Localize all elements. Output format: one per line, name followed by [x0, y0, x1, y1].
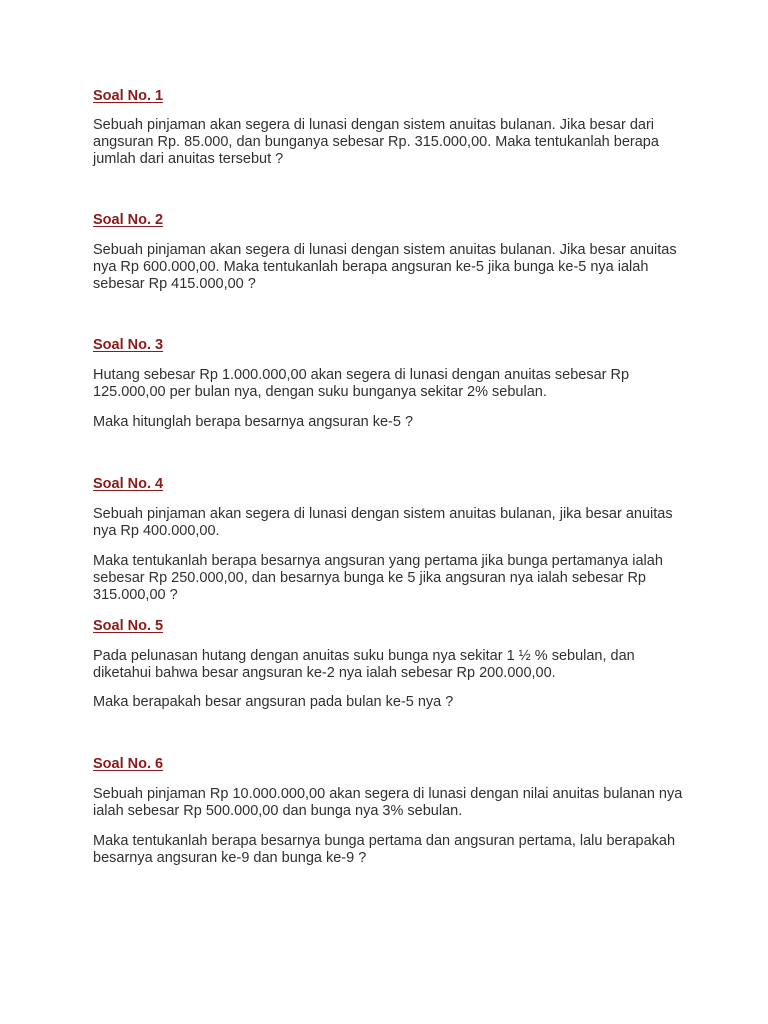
question-3-title: Soal No. 3 — [93, 337, 164, 353]
question-6-title: Soal No. 6 — [93, 756, 164, 772]
question-3-paragraph-2: Maka hitunglah berapa besarnya angsuran ke-5 ? — [93, 414, 414, 430]
question-1-paragraph-1: Sebuah pinjaman akan segera di lunasi dengan sistem anuitas bulanan. Jika besar dari angsuran Rp. 85.000, dan bunganya sebesar Rp. 315.000,00. Maka tentukanlah berapa jumlah dari anuitas tersebut ? — [93, 117, 659, 167]
question-2-paragraph-1: Sebuah pinjaman akan segera di lunasi dengan sistem anuitas bulanan. Jika besar anuitas nya Rp 600.000,00. Maka tentukanlah berapa angsuran ke-5 jika bunga ke-5 nya ialah sebesar Rp 415.000,00 ? — [93, 242, 677, 292]
question-6-paragraph-1: Sebuah pinjaman Rp 10.000.000,00 akan segera di lunasi dengan nilai anuitas bulanan nya ialah sebesar Rp 500.000,00 dan bunga nya 3% sebulan. — [93, 786, 683, 819]
question-1-title: Soal No. 1 — [93, 88, 164, 104]
question-2-title: Soal No. 2 — [93, 212, 164, 228]
question-5-paragraph-1: Pada pelunasan hutang dengan anuitas suku bunga nya sekitar 1 ½ % sebulan, dan diketahui bahwa besar angsuran ke-2 nya ialah sebesar Rp 200.000,00. — [93, 648, 635, 681]
question-5-title: Soal No. 5 — [93, 618, 164, 634]
question-4-paragraph-2: Maka tentukanlah berapa besarnya angsuran yang pertama jika bunga pertamanya ialah sebesar Rp 250.000,00, dan besarnya bunga ke 5 jika angsuran nya ialah sebesar Rp 315.000,00 ? — [93, 553, 663, 603]
question-3-paragraph-1: Hutang sebesar Rp 1.000.000,00 akan segera di lunasi dengan anuitas sebesar Rp 125.000,00 per bulan nya, dengan suku bunganya sekitar 2% sebulan. — [93, 367, 630, 400]
question-4-paragraph-1: Sebuah pinjaman akan segera di lunasi dengan sistem anuitas bulanan, jika besar anuitas nya Rp 400.000,00. — [93, 506, 673, 539]
question-6-paragraph-2: Maka tentukanlah berapa besarnya bunga pertama dan angsuran pertama, lalu berapakah besarnya angsuran ke-9 dan bunga ke-9 ? — [93, 833, 676, 866]
question-5-paragraph-2: Maka berapakah besar angsuran pada bulan ke-5 nya ? — [93, 694, 454, 710]
question-4-title: Soal No. 4 — [93, 476, 164, 492]
